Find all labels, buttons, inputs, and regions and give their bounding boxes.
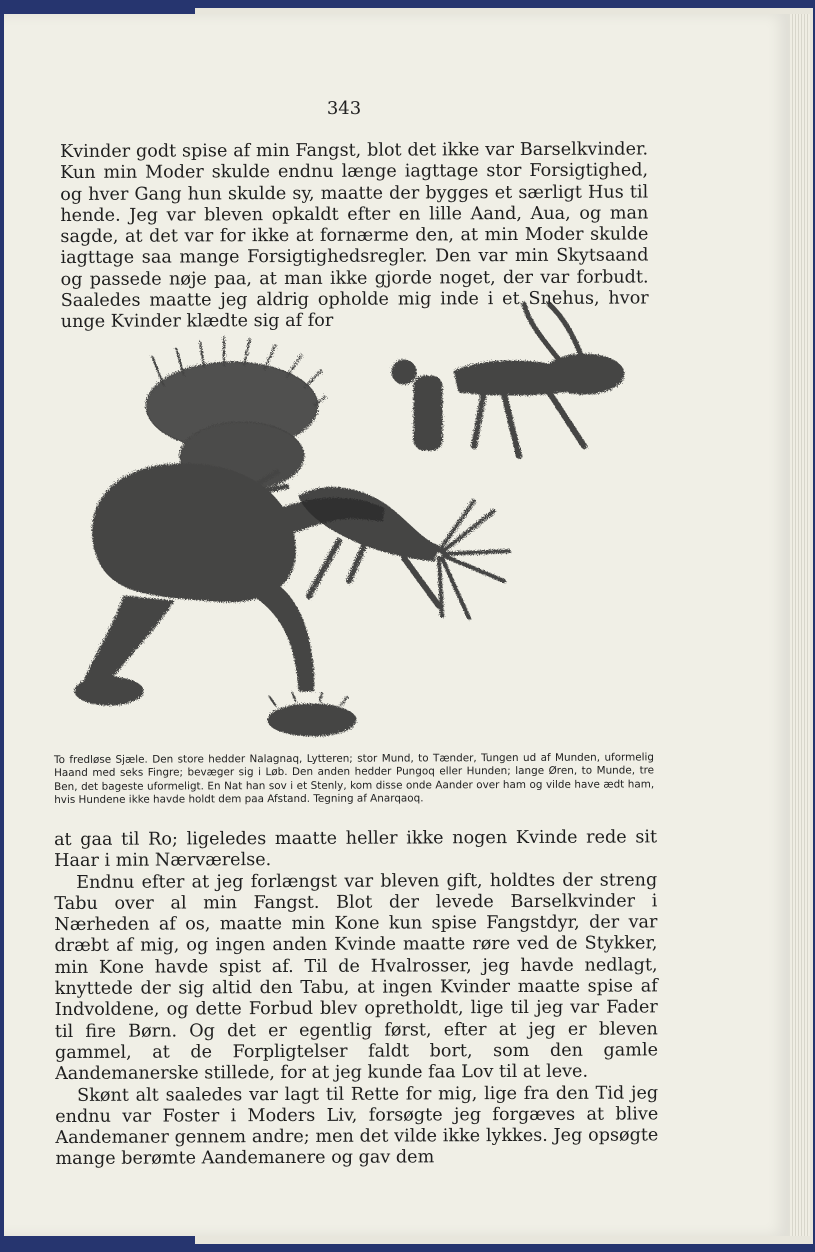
top-right-creature <box>392 304 624 456</box>
pungoq-dog-figure <box>299 488 509 618</box>
page-number: 343 <box>326 98 362 119</box>
nalagnaq-figure <box>75 336 384 736</box>
spirit-drawing <box>64 296 654 746</box>
bottom-paragraphs <box>54 827 658 1170</box>
paragraph-1: at gaa til Ro; ligeledes maatte heller ikke nogen Kvinde rede sit Haar i min Nærværelse. <box>54 827 658 872</box>
top-paragraph-text: Kvinder godt spise af min Fangst, blot det ikke var Barselkvinder. Kun min Moder skulde endnu længe iagttage stor Forsigtighed, og hver Gang hun skulde sy, maatte der bygges et særligt Hus til hende. Jeg var bleven opkaldt efter en lille Aand, Aua, og man sagde, at det var for ikke at fornærme den, at min Moder skulde iagttage saa mange Forsigtighedsregler. Den var min Skytsaand og passede nøje paa, at man ikke gjorde noget, der var forbudt. Saaledes maatte jeg aldrig opholde mig inde i et Snehus, hvor unge Kvinder klædte sig af for <box>60 139 649 333</box>
book-page <box>4 14 790 1236</box>
paragraph-3: Skønt alt saaledes var lagt til Rette for mig, lige fra den Tid jeg endnu var Foster i Moders Liv, forsøgte jeg forgæves at blive Aandemaner gennem andre; men det vilde ikke lykkes. Jeg opsøgte mange berømte Aandemanere og gav dem <box>55 1082 659 1170</box>
paragraph-2: Endnu efter at jeg forlængst var bleven gift, holdtes der streng Tabu over al min Fangst. Blot der levede Barselkvinder i Nærheden af os, maatte min Kone kun spise Fangstdyr, der var dræbt af mig, og ingen anden Kvinde maatte røre ved de Stykker, min Kone havde spist af. Til de Hvalrosser, jeg havde nedlagt, knyttede der sig altid den Tabu, at ingen Kvinder maatte spise af Indvoldene, og dette Forbud blev opretholdt, lige til jeg var Fader til fire Børn. Og det er egentlig først, efter at jeg er bleven gammel, at de Forpligtelser faldt bort, som den gamle Aandemanerske stillede, for at jeg kunde faa Lov til at leve. <box>54 869 659 1085</box>
figure-caption: To fredløse Sjæle. Den store hedder Nalagnaq, Lytteren; stor Mund, to Tænder, Tungen ud af Munden, uformelig Haand med seks Fingre; bevæger sig i Løb. Den anden hedder Pungoq eller Hunden; lange Øren, to Munde, tre Ben, det bageste uformeligt. En Nat han sov i et Stenly, kom disse onde Aander over ham og vilde have ædt ham, hvis Hundene ikke havde holdt dem paa Afstand. Tegning af Anarqaoq. <box>54 751 655 806</box>
